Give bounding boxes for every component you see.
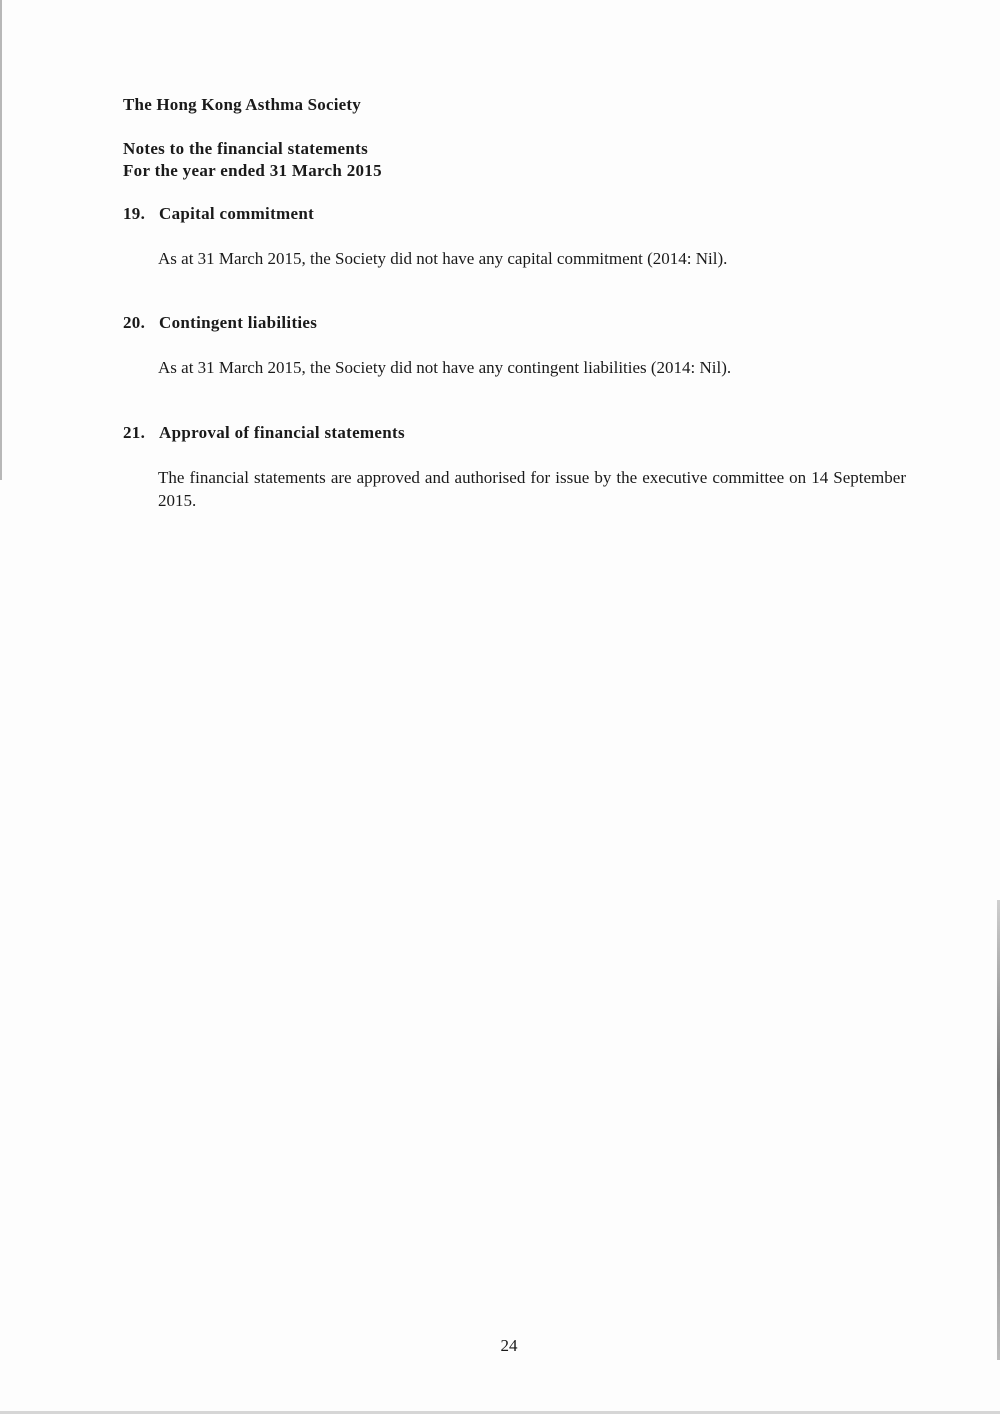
- page-number: 24: [500, 1336, 518, 1355]
- note-19-title: Capital commitment: [159, 204, 315, 223]
- note-20-number: 20.: [123, 313, 146, 332]
- organisation-name: The Hong Kong Asthma Society: [123, 95, 361, 114]
- scan-edge-left: [0, 0, 2, 480]
- note-19-body: As at 31 March 2015, the Society did not have any capital commitment (2014: Nil).: [158, 249, 728, 268]
- notes-period: For the year ended 31 March 2015: [123, 161, 382, 180]
- note-21-number: 21.: [123, 423, 146, 442]
- note-20-body: As at 31 March 2015, the Society did not have any contingent liabilities (2014: Nil).: [158, 358, 732, 377]
- note-21-heading: [123, 423, 405, 443]
- note-19-number: 19.: [123, 204, 146, 223]
- note-21-body: The financial statements are approved and authorised for issue by the executive committee on 14 September 2015.: [158, 468, 906, 510]
- note-20-heading: [123, 313, 317, 333]
- note-19-heading: [123, 204, 314, 224]
- notes-title: Notes to the financial statements: [123, 139, 369, 158]
- note-21-title: Approval of financial statements: [159, 423, 405, 442]
- note-20-title: Contingent liabilities: [159, 313, 318, 332]
